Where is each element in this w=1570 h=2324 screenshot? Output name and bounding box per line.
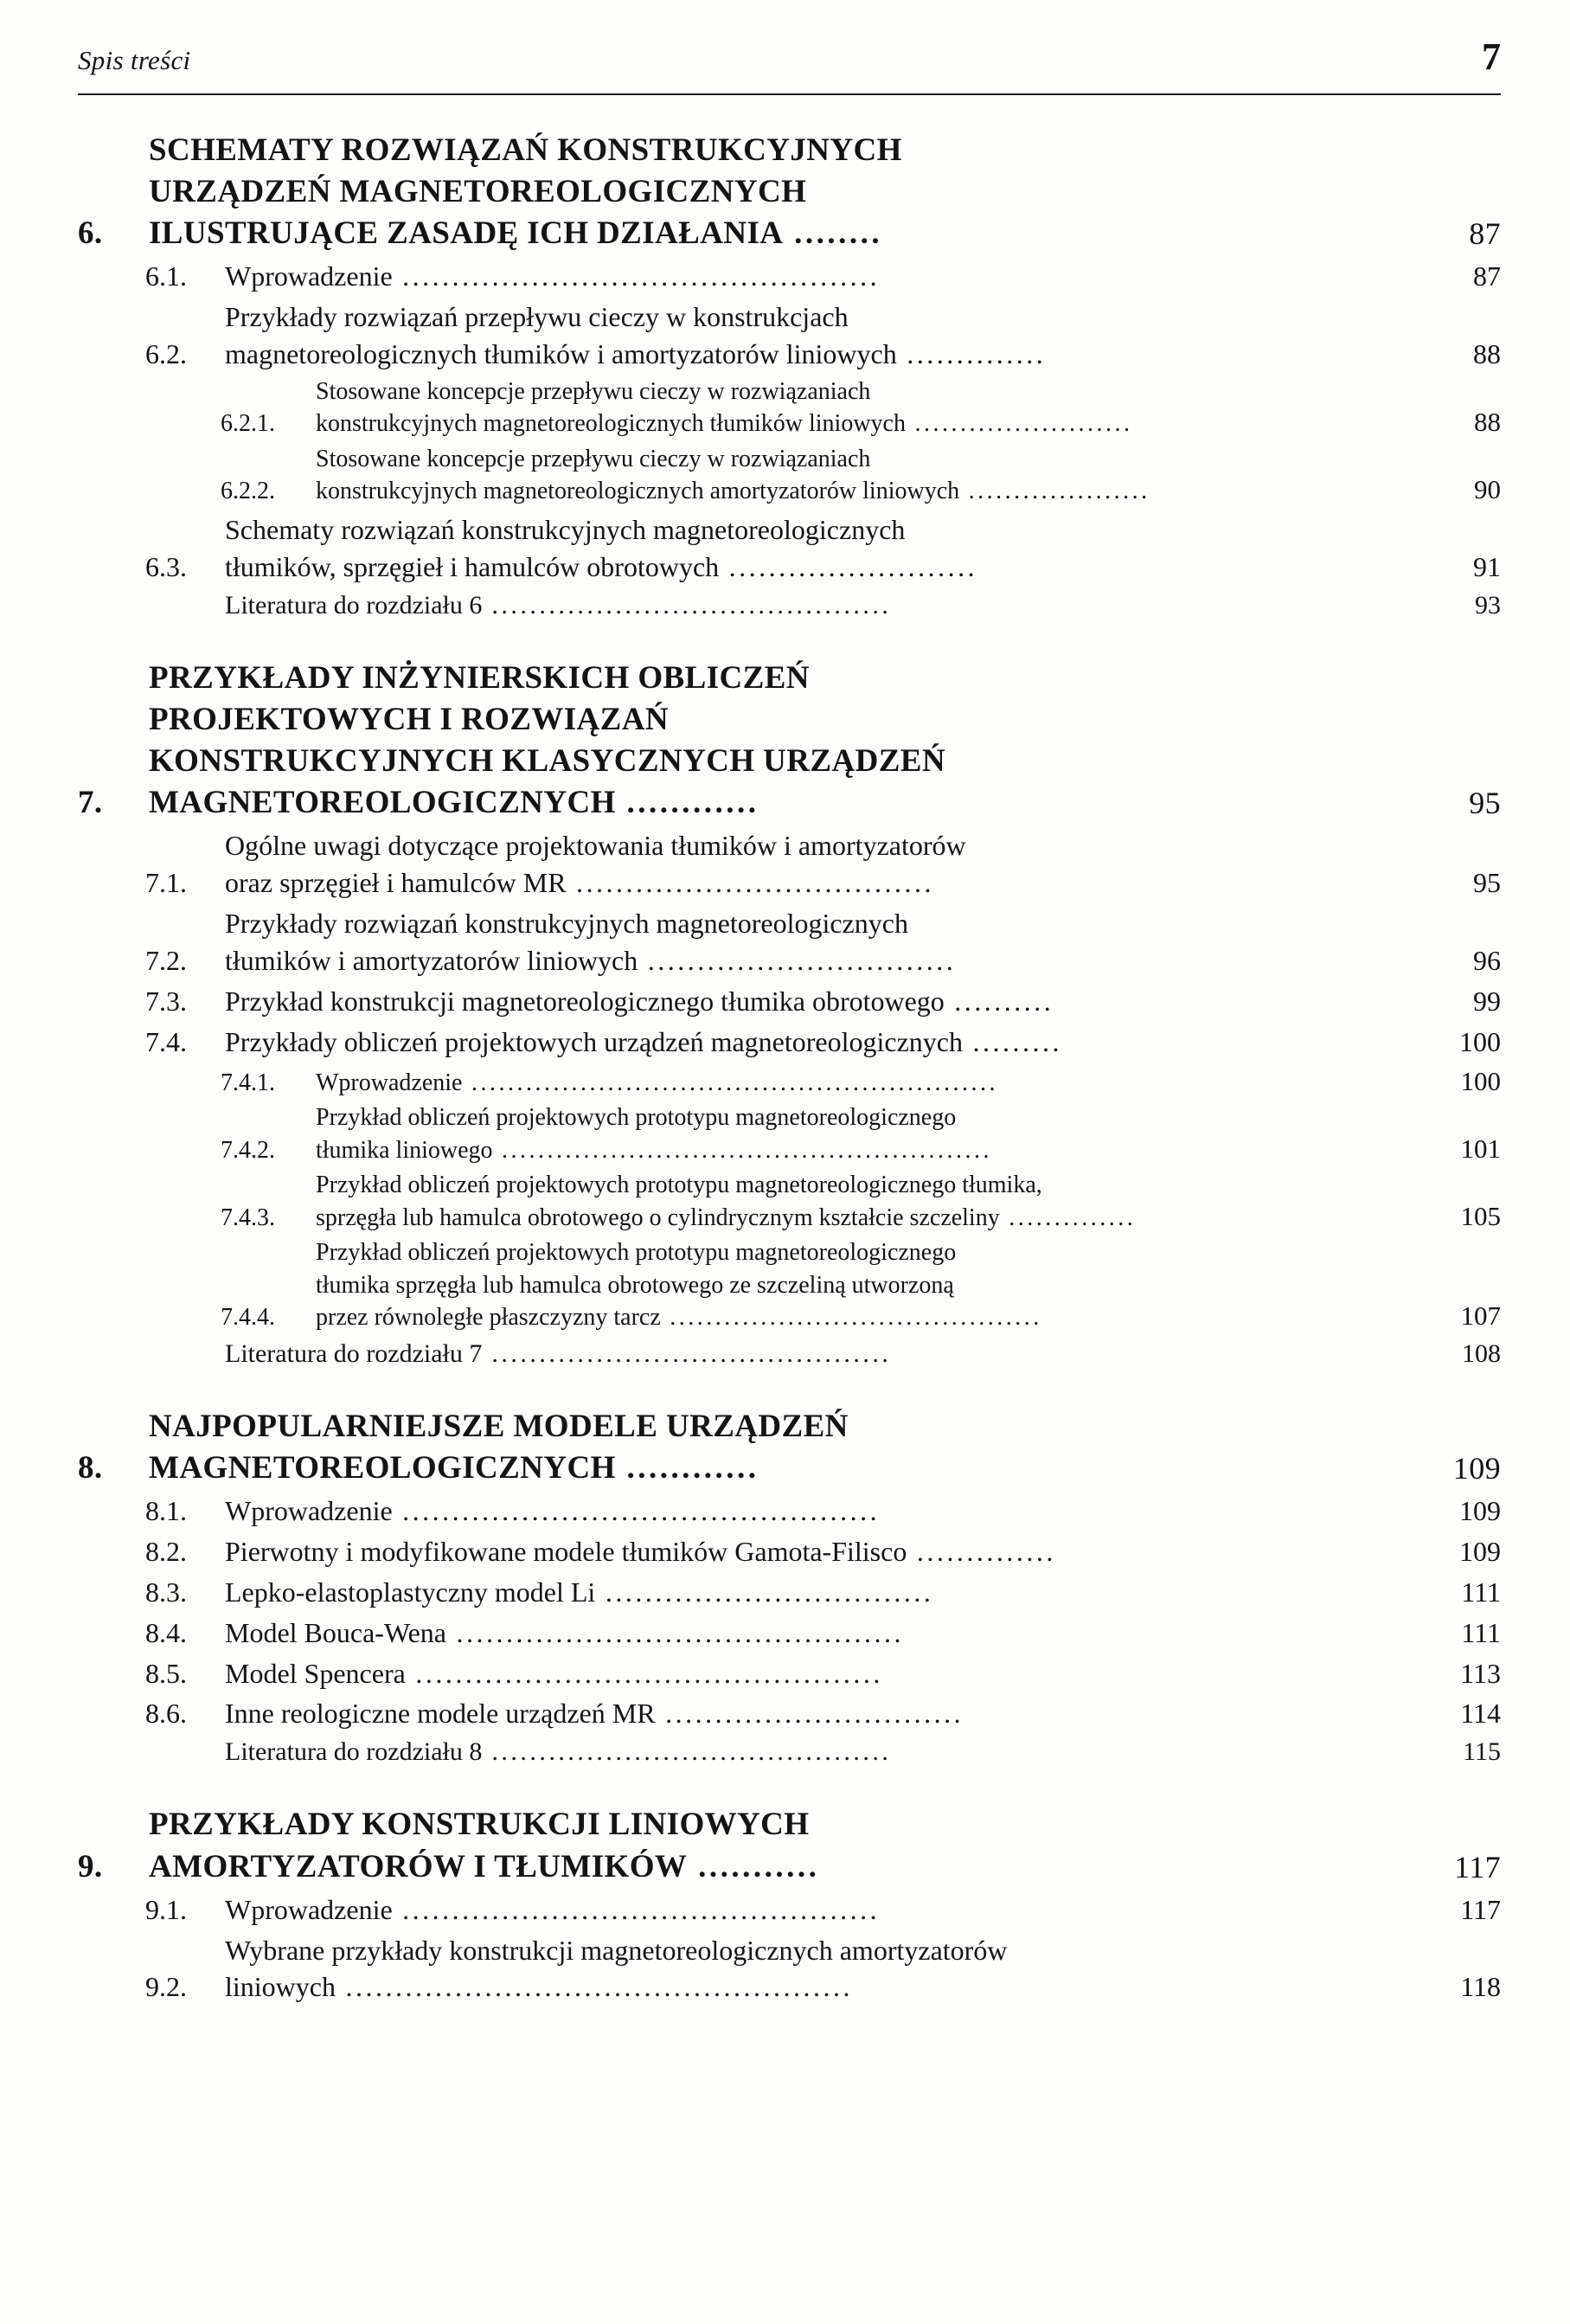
subsection-entry-line: Przykład obliczeń projektowych prototypu magnetoreologicznego tłumika, xyxy=(316,1172,1042,1199)
chapter-entry[interactable] xyxy=(78,1406,1501,1489)
subsection-entry[interactable] xyxy=(78,443,1501,508)
subsection-entry[interactable] xyxy=(78,1169,1501,1234)
section-entry-page: 91 xyxy=(1473,550,1501,582)
leader-dots: .................................... xyxy=(566,867,935,899)
section-entry-number: 8.5. xyxy=(145,1657,187,1689)
chapter-entry[interactable] xyxy=(78,1804,1501,1887)
subsection-entry-page: 101 xyxy=(1460,1133,1501,1164)
literature-entry-page: 93 xyxy=(1475,590,1501,620)
section-entry-title xyxy=(225,827,1425,902)
leader-dots: ............ xyxy=(615,785,759,821)
section-entry[interactable] xyxy=(78,258,1501,295)
subsection-entry-title xyxy=(316,443,1425,508)
section-entry-page: 99 xyxy=(1473,985,1501,1017)
section-entry-number: 8.6. xyxy=(145,1698,187,1730)
section-entry[interactable] xyxy=(78,1493,1501,1530)
chapter-entry-line: MAGNETOREOLOGICZNYCH xyxy=(149,1449,616,1486)
chapter-entry[interactable] xyxy=(78,130,1501,254)
subsection-entry-number: 7.4.1. xyxy=(221,1069,275,1096)
section-entry-page: 100 xyxy=(1459,1025,1501,1057)
page-number: 7 xyxy=(1482,35,1501,78)
subsection-entry-page: 90 xyxy=(1474,474,1501,505)
literature-entry-title xyxy=(225,1337,1425,1371)
subsection-entry[interactable] xyxy=(78,1063,1501,1100)
subsection-entry-title xyxy=(316,1067,1425,1100)
section-entry-line: oraz sprzęgieł i hamulców MR xyxy=(225,867,567,899)
chapter-block xyxy=(78,1406,1501,1770)
leader-dots: ......... xyxy=(963,1025,1062,1057)
leader-dots: .......................................... xyxy=(482,1339,892,1368)
section-entry-title xyxy=(225,1932,1425,2006)
literature-entry-page: 115 xyxy=(1463,1737,1501,1767)
section-entry-page: 109 xyxy=(1459,1535,1501,1567)
subsection-entry-page: 100 xyxy=(1460,1065,1501,1096)
chapter-entry-line: PRZYKŁADY KONSTRUKCJI LINIOWYCH xyxy=(149,1807,810,1843)
subsection-entry-line: tłumika liniowego xyxy=(316,1136,493,1164)
leader-dots: ................................................ xyxy=(392,1495,881,1527)
leader-dots: ...................................................... xyxy=(492,1136,993,1164)
section-entry-line: Wprowadzenie xyxy=(225,1893,393,1925)
section-entry-page: 118 xyxy=(1460,1971,1501,2003)
leader-dots: .............. xyxy=(907,1535,1056,1567)
subsection-entry-title xyxy=(316,376,1425,440)
running-head xyxy=(78,35,1501,102)
section-entry-page: 117 xyxy=(1460,1893,1501,1925)
subsection-entry-page: 107 xyxy=(1460,1300,1501,1332)
chapter-entry-title xyxy=(149,1406,1425,1489)
section-entry-page: 95 xyxy=(1473,867,1501,899)
leader-dots: .......................................................... xyxy=(462,1069,998,1096)
chapter-entry-title xyxy=(149,130,1425,254)
section-entry-title xyxy=(225,1574,1425,1611)
section-entry-number: 6.3. xyxy=(145,550,187,582)
section-entry-line: Przykłady obliczeń projektowych urządzeń magnetoreologicznych xyxy=(225,1025,963,1057)
section-entry-line: Wybrane przykłady konstrukcji magnetoreologicznych amortyzatorów xyxy=(225,1934,1008,1966)
leader-dots: ............................................. xyxy=(446,1616,904,1648)
literature-entry-page: 108 xyxy=(1462,1339,1501,1368)
literature-entry-line: Literatura do rozdziału 6 xyxy=(225,590,483,620)
section-entry-line: Inne reologiczne modele urządzeń MR xyxy=(225,1698,656,1730)
subsection-entry-page: 88 xyxy=(1474,407,1501,438)
literature-entry-line: Literatura do rozdziału 8 xyxy=(225,1737,483,1767)
section-entry-title xyxy=(225,511,1425,586)
section-entry-line: tłumików, sprzęgieł i hamulców obrotowych xyxy=(225,550,720,582)
chapter-entry-line: PROJEKTOWYCH I ROZWIĄZAŃ xyxy=(149,702,669,737)
subsection-entry-line: konstrukcyjnych magnetoreologicznych tłumików liniowych xyxy=(316,410,906,438)
chapter-entry-line: PRZYKŁADY INŻYNIERSKICH OBLICZEŃ xyxy=(149,659,810,696)
leader-dots: ........... xyxy=(687,1848,820,1884)
leader-dots: ............................... xyxy=(638,944,957,976)
subsection-entry-line: Przykład obliczeń projektowych prototypu magnetoreologicznego xyxy=(316,1239,957,1267)
chapter-entry-number: 9. xyxy=(78,1848,103,1884)
leader-dots: .............. xyxy=(896,338,1047,370)
chapter-block xyxy=(78,130,1501,623)
subsection-entry-line: sprzęgła lub hamulca obrotowego o cylindrycznym kształcie szczeliny xyxy=(316,1204,1000,1231)
subsection-entry[interactable] xyxy=(78,376,1501,440)
subsection-entry-line: tłumika sprzęgła lub hamulca obrotowego ze szczeliną utworzoną xyxy=(316,1271,954,1299)
section-entry-line: Przykłady rozwiązań przepływu cieczy w konstrukcjach xyxy=(225,301,849,333)
section-entry-number: 7.1. xyxy=(145,867,187,899)
chapter-entry-page: 87 xyxy=(1469,216,1501,252)
section-entry[interactable] xyxy=(78,827,1501,902)
literature-entry[interactable] xyxy=(78,1735,1501,1769)
literature-entry-title xyxy=(225,1735,1425,1769)
chapter-entry-page: 95 xyxy=(1469,786,1501,821)
chapter-entry-line: SCHEMATY ROZWIĄZAŃ KONSTRUKCYJNYCH xyxy=(149,132,902,168)
chapter-entry-line: KONSTRUKCYJNYCH KLASYCZNYCH URZĄDZEŃ xyxy=(149,743,945,780)
section-entry-number: 9.1. xyxy=(145,1893,187,1925)
subsection-entry-number: 7.4.3. xyxy=(221,1204,275,1231)
section-entry-title xyxy=(225,1024,1425,1061)
literature-entry[interactable] xyxy=(78,588,1501,623)
leader-dots: ......................................... xyxy=(660,1304,1042,1332)
leader-dots: ................................................ xyxy=(392,1893,881,1925)
literature-entry[interactable] xyxy=(78,1337,1501,1371)
leader-dots: .............................. xyxy=(655,1698,964,1730)
section-entry-page: 111 xyxy=(1461,1576,1501,1608)
leader-dots: .......................................... xyxy=(482,1737,892,1767)
section-entry-page: 114 xyxy=(1460,1698,1501,1730)
chapter-entry-line: NAJPOPULARNIEJSZE MODELE URZĄDZEŃ xyxy=(149,1408,849,1444)
leader-dots: .................... xyxy=(959,478,1150,505)
section-entry-line: tłumików i amortyzatorów liniowych xyxy=(225,944,638,976)
section-entry-line: Lepko-elastoplastyczny model Li xyxy=(225,1576,596,1608)
section-entry-title xyxy=(225,1655,1425,1692)
leader-dots: ................................................... xyxy=(335,1971,853,2003)
chapter-entry-number: 7. xyxy=(78,785,103,821)
section-entry-number: 8.4. xyxy=(145,1616,187,1648)
chapter-entry-line: MAGNETOREOLOGICZNYCH xyxy=(149,785,616,821)
section-entry[interactable] xyxy=(78,905,1501,979)
section-entry-line: Przykład konstrukcji magnetoreologicznego tłumika obrotowego xyxy=(225,985,945,1017)
section-entry-number: 8.1. xyxy=(145,1495,187,1527)
subsection-entry[interactable] xyxy=(78,1101,1501,1166)
section-entry[interactable] xyxy=(78,1533,1501,1570)
section-entry-title xyxy=(225,905,1425,979)
section-entry-page: 109 xyxy=(1459,1495,1501,1527)
table-of-contents xyxy=(78,130,1501,2006)
subsection-entry-number: 7.4.2. xyxy=(221,1136,275,1164)
section-entry-number: 9.2. xyxy=(145,1971,187,2003)
section-entry-title xyxy=(225,1493,1425,1530)
section-entry[interactable] xyxy=(78,1615,1501,1652)
leader-dots: ........ xyxy=(783,215,883,252)
section-entry-line: Model Spencera xyxy=(225,1657,406,1689)
chapter-entry-title xyxy=(149,658,1425,824)
running-head-title: Spis treści xyxy=(78,45,191,75)
section-entry-title xyxy=(225,1695,1425,1732)
chapter-entry-page: 117 xyxy=(1454,1849,1501,1884)
subsection-entry-number: 6.2.1. xyxy=(221,410,275,438)
section-entry-line: magnetoreologicznych tłumików i amortyzatorów liniowych xyxy=(225,338,897,370)
subsection-entry-line: przez równoległe płaszczyzny tarcz xyxy=(316,1304,661,1332)
section-entry-number: 8.2. xyxy=(145,1535,187,1567)
section-entry-number: 7.2. xyxy=(145,944,187,976)
leader-dots: ................................................ xyxy=(392,260,881,292)
section-entry-line: liniowych xyxy=(225,1971,336,2003)
leader-dots: ................................. xyxy=(595,1576,934,1608)
subsection-entry-line: konstrukcyjnych magnetoreologicznych amortyzatorów liniowych xyxy=(316,478,960,505)
chapter-entry-number: 6. xyxy=(78,215,103,252)
subsection-entry-line: Stosowane koncepcje przepływu cieczy w rozwiązaniach xyxy=(316,377,871,405)
section-entry-number: 7.3. xyxy=(145,985,187,1017)
section-entry-title xyxy=(225,1533,1425,1570)
chapter-entry-title xyxy=(149,1804,1425,1887)
subsection-entry-number: 7.4.4. xyxy=(221,1304,275,1332)
section-entry[interactable] xyxy=(78,511,1501,586)
section-entry-number: 6.1. xyxy=(145,260,187,292)
section-entry-number: 6.2. xyxy=(145,338,187,370)
subsection-entry-line: Wprowadzenie xyxy=(316,1069,463,1096)
leader-dots: .......................................... xyxy=(482,590,892,620)
section-entry[interactable] xyxy=(78,299,1501,373)
chapter-block xyxy=(78,658,1501,1371)
section-entry-line: Wprowadzenie xyxy=(225,260,393,292)
section-entry-line: Schematy rozwiązań konstrukcyjnych magnetoreologicznych xyxy=(225,513,906,545)
section-entry-title xyxy=(225,1891,1425,1929)
section-entry-page: 111 xyxy=(1461,1616,1501,1648)
section-entry-page: 96 xyxy=(1473,944,1501,976)
literature-entry-title xyxy=(225,588,1425,623)
leader-dots: .............. xyxy=(999,1204,1137,1231)
subsection-entry-line: Przykład obliczeń projektowych prototypu magnetoreologicznego xyxy=(316,1104,957,1132)
section-entry-number: 7.4. xyxy=(145,1025,187,1057)
section-entry[interactable] xyxy=(78,1655,1501,1692)
leader-dots: .......... xyxy=(944,985,1054,1017)
subsection-entry-number: 6.2.2. xyxy=(221,478,275,505)
header-divider xyxy=(78,93,1501,95)
chapter-entry-line: AMORTYZATORÓW I TŁUMIKÓW xyxy=(149,1848,688,1884)
subsection-entry-title xyxy=(316,1169,1425,1234)
section-entry[interactable] xyxy=(78,1574,1501,1611)
section-entry[interactable] xyxy=(78,983,1501,1020)
section-entry[interactable] xyxy=(78,1891,1501,1929)
subsection-entry-line: Stosowane koncepcje przepływu cieczy w rozwiązaniach xyxy=(316,445,871,472)
section-entry-line: Wprowadzenie xyxy=(225,1495,393,1527)
subsection-entry-title xyxy=(316,1236,1425,1334)
section-entry-number: 8.3. xyxy=(145,1576,187,1608)
section-entry-title xyxy=(225,258,1425,295)
section-entry-line: Model Bouca-Wena xyxy=(225,1616,446,1648)
literature-entry-line: Literatura do rozdziału 7 xyxy=(225,1339,483,1368)
section-entry-title xyxy=(225,983,1425,1020)
chapter-entry-line: URZĄDZEŃ MAGNETOREOLOGICZNYCH xyxy=(149,174,807,210)
leader-dots: ............ xyxy=(615,1449,759,1486)
section-entry-line: Ogólne uwagi dotyczące projektowania tłumików i amortyzatorów xyxy=(225,830,966,862)
section-entry[interactable] xyxy=(78,1695,1501,1732)
subsection-entry[interactable] xyxy=(78,1236,1501,1334)
section-entry-title xyxy=(225,299,1425,373)
section-entry[interactable] xyxy=(78,1932,1501,2006)
section-entry-line: Pierwotny i modyfikowane modele tłumików Gamota-Filisco xyxy=(225,1535,907,1567)
chapter-entry-number: 8. xyxy=(78,1449,103,1486)
chapter-entry-line: ILUSTRUJĄCE ZASADĘ ICH DZIAŁANIA xyxy=(149,215,784,252)
section-entry-page: 87 xyxy=(1473,260,1501,292)
leader-dots: ......................... xyxy=(719,550,978,582)
section-entry-line: Przykłady rozwiązań konstrukcyjnych magnetoreologicznych xyxy=(225,908,908,940)
subsection-entry-page: 105 xyxy=(1460,1200,1501,1231)
subsection-entry-title xyxy=(316,1101,1425,1166)
chapter-block xyxy=(78,1804,1501,2006)
section-entry[interactable] xyxy=(78,1024,1501,1061)
leader-dots: ........................ xyxy=(905,410,1133,438)
section-entry-title xyxy=(225,1615,1425,1652)
leader-dots: ............................................... xyxy=(405,1657,883,1689)
section-entry-page: 113 xyxy=(1460,1657,1501,1689)
chapter-entry[interactable] xyxy=(78,658,1501,824)
chapter-entry-page: 109 xyxy=(1452,1451,1501,1486)
section-entry-page: 88 xyxy=(1473,338,1501,370)
